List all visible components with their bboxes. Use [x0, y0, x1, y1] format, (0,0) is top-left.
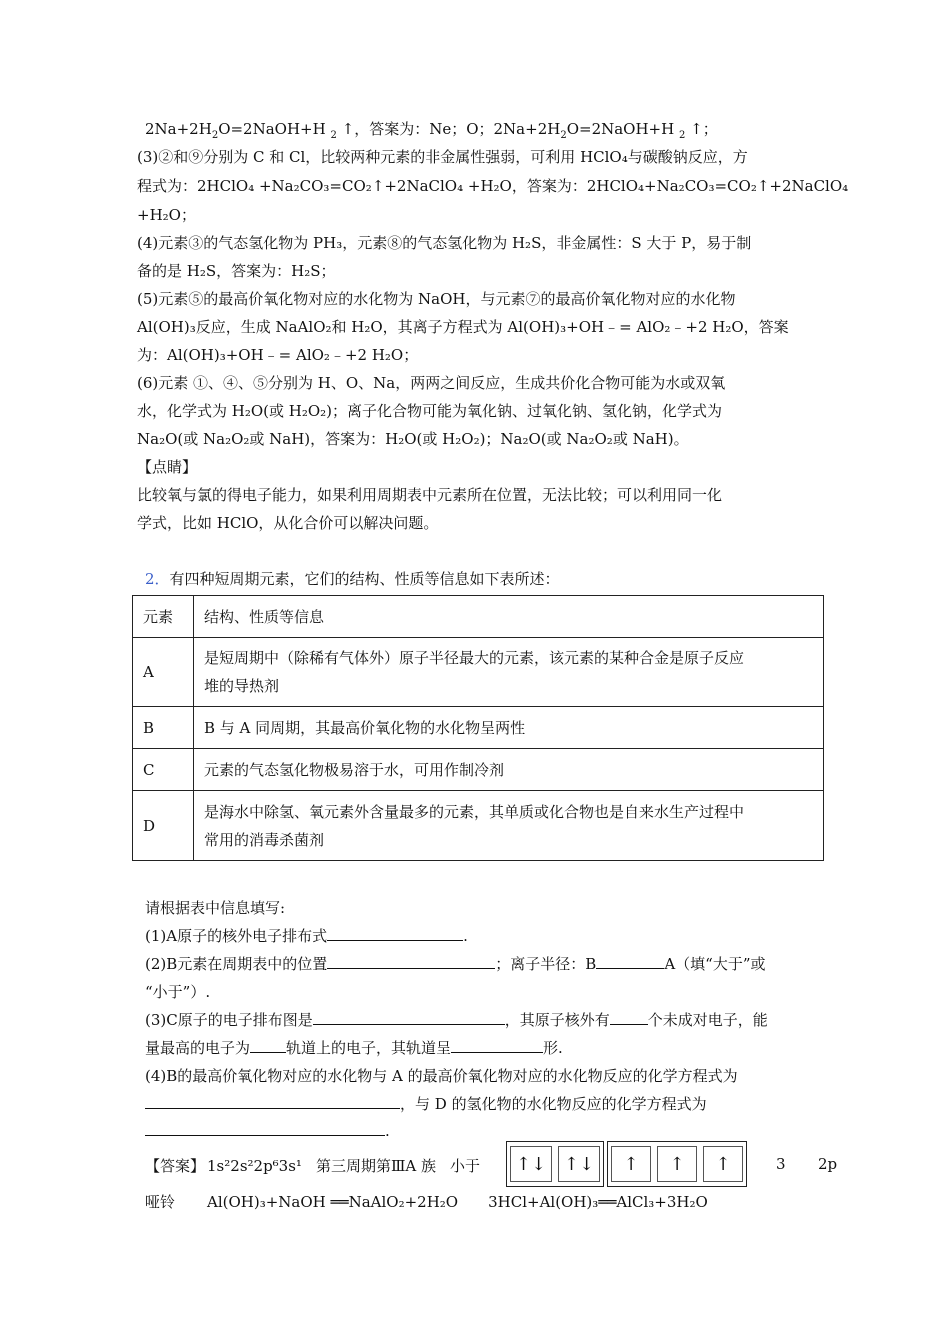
question-2-stem [145, 568, 560, 589]
answer-blank[interactable] [145, 1094, 400, 1109]
answer-radius: 小于 [450, 1157, 481, 1175]
sub-question-3: (3)C原子的电子排布图是 ，其原子核外有 个未成对电子，能 [145, 1011, 768, 1029]
solution-line-8: Al(OH)₃反应，生成 NaAlO₂和 H₂O，其离子方程式为 Al(OH)₃+OH﹣= AlO₂﹣+2 H₂O，答案 [137, 318, 789, 336]
row-info: 元素的气态氢化物极易溶于水，可用作制冷剂 [194, 749, 824, 791]
element-info-table [132, 595, 824, 861]
answer-shape: 哑铃 [145, 1193, 176, 1211]
sub-question-4: (4)B的最高价氧化物对应的水化物与 A 的最高价氧化物对应的水化物反应的化学方程式为 [145, 1067, 738, 1085]
solution-line-4: +H₂O； [137, 206, 196, 224]
sub-question-4-cont2: . [145, 1121, 390, 1140]
tip-line-2: 学式，比如 HClO，从化合价可以解决问题。 [137, 514, 439, 532]
fill-instruction: 请根据表中信息填写: [145, 899, 286, 917]
solution-line-5: (4)元素③的气态氢化物为 PH₃，元素⑧的气态氢化物为 H₂S，非金属性：S 大于 P，易于制 [137, 234, 752, 252]
orbital-2p-box: ↑ [703, 1146, 743, 1182]
answer-equation-1: Al(OH)₃+NaOH ══NaAlO₂+2H₂O [207, 1193, 459, 1211]
solution-line-11: 水，化学式为 H₂O(或 H₂O₂)；离子化合物可能为氧化钠、过氧化钠、氢化钠，化学式为 [137, 402, 723, 420]
row-info: B 与 A 同周期，其最高价氧化物的水化物呈两性 [194, 707, 824, 749]
solution-line-12: Na₂O(或 Na₂O₂或 NaH)，答案为：H₂O(或 H₂O₂)；Na₂O(或 Na₂O₂或 NaH)。 [137, 430, 689, 448]
orbital-2p-diagram [607, 1141, 747, 1187]
answer-blank[interactable] [596, 954, 664, 969]
row-element: A [133, 638, 194, 707]
orbital-2s-box: ↑↓ [558, 1146, 600, 1182]
row-info: 是短周期中（除稀有气体外）原子半径最大的元素，该元素的某种合金是原子反应 堆的导热剂 [194, 638, 824, 707]
sub-question-2: (2)B元素在周期表中的位置 ；离子半径：B A（填“大于”或 [145, 955, 766, 973]
answer-blank[interactable] [250, 1038, 286, 1053]
question-stem-text: 有四种短周期元素，它们的结构、性质等信息如下表所述： [169, 570, 560, 588]
answer-blank[interactable] [451, 1038, 543, 1053]
header-cell-info: 结构、性质等信息 [194, 596, 824, 638]
solution-line-10: (6)元素 ①、④、⑤分别为 H、O、Na，两两之间反应，生成共价化合物可能为水或双氧 [137, 374, 726, 392]
answer-blank[interactable] [327, 954, 495, 969]
answer-line-1 [145, 1155, 480, 1176]
row-element: B [133, 707, 194, 749]
sub-question-4-cont: ，与 D 的氢化物的水化物反应的化学方程式为 [145, 1093, 707, 1114]
solution-line-1: $2Na+2H_2O=2NaOH+H$ $_2$ ↑，答案为：Ne；O；$2Na+2H_2O=2NaOH+H$ $_2$ ↑； [145, 120, 718, 141]
answer-equation-2: 3HCl+Al(OH)₃══AlCl₃+3H₂O [488, 1193, 708, 1211]
table-header-row [133, 596, 824, 638]
row-element: D [133, 791, 194, 861]
answer-label: 【答案】 [145, 1157, 206, 1175]
solution-line-6: 备的是 H₂S，答案为：H₂S； [137, 262, 336, 280]
answer-unpaired: 3 [776, 1155, 786, 1173]
answer-line-2 [145, 1191, 708, 1212]
table-row [133, 749, 824, 791]
table-row [133, 638, 824, 707]
orbital-2p-box: ↑ [657, 1146, 697, 1182]
answer-blank[interactable] [313, 1010, 505, 1025]
question-number: 2． [145, 570, 170, 588]
row-info: 是海水中除氢、氧元素外含量最多的元素，其单质或化合物也是自来水生产过程中 常用的消毒杀菌剂 [194, 791, 824, 861]
sub-question-2-cont: “小于”）. [145, 983, 211, 1001]
row-element: C [133, 749, 194, 791]
tip-line-1: 比较氧与氯的得电子能力，如果利用周期表中元素所在位置，无法比较；可以利用同一化 [137, 486, 723, 504]
header-cell-element: 元素 [133, 596, 194, 638]
answer-position: 第三周期第ⅢA 族 [315, 1157, 437, 1175]
answer-blank[interactable] [327, 926, 463, 941]
answer-orbital-type: 2p [818, 1155, 838, 1173]
sub-question-3-cont: 量最高的电子为 轨道上的电子，其轨道呈 形. [145, 1039, 563, 1057]
orbital-1s-box: ↑↓ [510, 1146, 552, 1182]
orbital-2p-box: ↑ [611, 1146, 651, 1182]
answer-config: 1s²2s²2p⁶3s¹ [207, 1157, 302, 1175]
answer-blank[interactable] [610, 1010, 648, 1025]
solution-line-3: 程式为：2HClO₄ +Na₂CO₃=CO₂↑+2NaClO₄ +H₂O，答案为：2HClO₄+Na₂CO₃=CO₂↑+2NaClO₄ [137, 177, 849, 195]
tip-heading: 【点睛】 [137, 458, 198, 476]
solution-line-9: 为：Al(OH)₃+OH﹣= AlO₂﹣+2 H₂O； [137, 346, 419, 364]
table-row [133, 791, 824, 861]
sub-question-1: (1)A原子的核外电子排布式 . [145, 927, 468, 945]
solution-line-7: (5)元素⑤的最高价氧化物对应的水化物为 NaOH，与元素⑦的最高价氧化物对应的水化物 [137, 290, 736, 308]
solution-line-2: (3)②和⑨分别为 C 和 Cl，比较两种元素的非金属性强弱，可利用 HClO₄与碳酸钠反应，方 [137, 148, 748, 166]
orbital-diagram [506, 1141, 604, 1187]
answer-blank[interactable] [145, 1121, 385, 1136]
table-row [133, 707, 824, 749]
